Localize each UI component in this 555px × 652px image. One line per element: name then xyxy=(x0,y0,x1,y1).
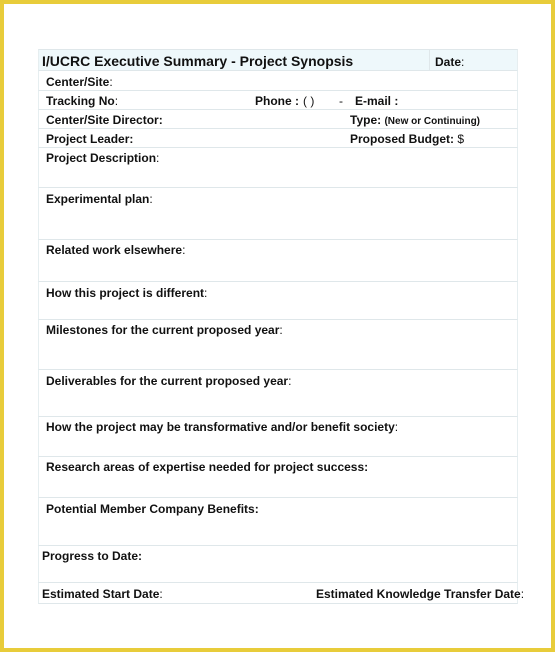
section-how-different[interactable]: How this project is different: xyxy=(38,282,518,320)
section-label: Experimental plan xyxy=(46,192,150,206)
section-milestones[interactable]: Milestones for the current proposed year: xyxy=(38,320,518,370)
executive-summary-form xyxy=(38,49,525,606)
section-transformative[interactable]: How the project may be transformative and/or benefit society: xyxy=(38,417,518,457)
start-date-label: Estimated Start Date xyxy=(42,587,160,601)
director-row xyxy=(38,110,518,129)
title-row xyxy=(38,49,518,71)
center-site-field[interactable]: Center/Site: xyxy=(46,75,113,89)
divider xyxy=(429,50,430,71)
section-deliverables[interactable]: Deliverables for the current proposed year: xyxy=(38,370,518,417)
center-site-label: Center/Site xyxy=(46,75,110,89)
section-label: Related work elsewhere xyxy=(46,243,183,257)
phone-label: Phone : xyxy=(255,94,299,108)
section-research-areas[interactable] xyxy=(38,457,518,498)
section-label: Milestones for the current proposed year xyxy=(46,323,280,337)
tracking-label: Tracking No xyxy=(46,94,115,108)
transfer-date-field[interactable]: Estimated Knowledge Transfer Date: xyxy=(316,587,525,601)
section-related-work[interactable]: Related work elsewhere: xyxy=(38,240,518,282)
start-date-field[interactable]: Estimated Start Date: xyxy=(42,587,163,601)
email-field[interactable]: E-mail : xyxy=(355,94,399,108)
dates-row xyxy=(38,583,525,604)
type-label: Type: xyxy=(350,113,382,127)
director-field[interactable]: Center/Site Director: xyxy=(46,113,163,127)
date-field[interactable]: Date: xyxy=(435,55,465,69)
progress-label: Progress to Date: xyxy=(42,549,143,563)
tracking-field[interactable]: Tracking No: xyxy=(46,94,119,108)
phone-dash: - xyxy=(339,94,343,108)
date-label: Date xyxy=(435,55,462,69)
section-label: Potential Member Company Benefits: xyxy=(46,502,259,516)
center-site-row xyxy=(38,71,518,91)
phone-field[interactable]: ( ) xyxy=(303,94,315,108)
budget-field[interactable] xyxy=(350,132,464,146)
leader-field[interactable]: Project Leader: xyxy=(46,132,134,146)
section-label: Research areas of expertise needed for project success: xyxy=(46,460,369,474)
tracking-row xyxy=(38,91,518,110)
section-label: Project Description xyxy=(46,151,157,165)
budget-currency: $ xyxy=(457,132,465,146)
section-member-benefits[interactable] xyxy=(38,498,518,546)
progress-row[interactable] xyxy=(38,546,518,583)
section-experimental-plan[interactable]: Experimental plan: xyxy=(38,188,518,240)
form-title: I/UCRC Executive Summary - Project Synopsis xyxy=(42,53,354,69)
section-project-description[interactable]: Project Description: xyxy=(38,148,518,188)
type-hint: (New or Continuing) xyxy=(384,116,481,127)
section-label: How the project may be transformative and/or benefit society xyxy=(46,420,395,434)
type-field[interactable] xyxy=(350,113,480,127)
budget-label: Proposed Budget: xyxy=(350,132,454,146)
section-label: Deliverables for the current proposed year xyxy=(46,374,289,388)
leader-row xyxy=(38,129,518,148)
transfer-date-label: Estimated Knowledge Transfer Date xyxy=(316,587,521,601)
section-label: How this project is different xyxy=(46,286,205,300)
